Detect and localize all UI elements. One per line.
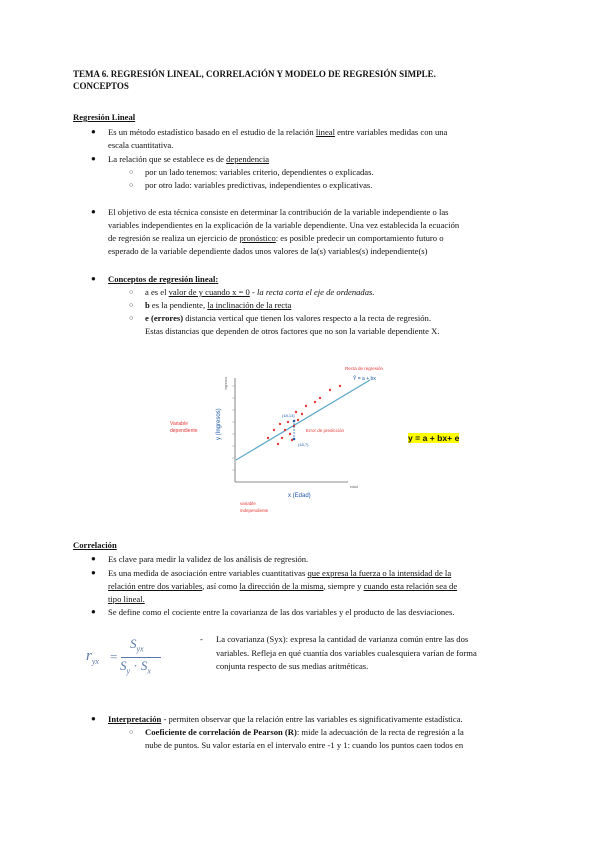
paragraph: tipo lineal. xyxy=(108,594,145,604)
paragraph: Es clave para medir la validez de los análisis de regresión. xyxy=(108,554,309,564)
paragraph: Coeficiente de correlación de Pearson (R): mide la adecuación de la recta de regresión a la xyxy=(145,727,464,737)
paragraph: Se define como el cociente entre la covarianza de las dos variables y el producto de las desviaciones. xyxy=(108,607,455,617)
paragraph: por un lado tenemos: variables criterio, dependientes o explicadas. xyxy=(145,167,374,177)
paragraph: e (errores) distancia vertical que tienen los valores respecto a la recta de regresión. xyxy=(145,313,432,323)
bullet-icon: ● xyxy=(91,714,96,723)
section-heading-correlacion: Correlación xyxy=(73,540,117,550)
paragraph: conjunta respecto de sus medias aritméticas. xyxy=(216,661,369,671)
paragraph: Es una medida de asociación entre variables cuantitativas que expresa la fuerza o la intensidad de la xyxy=(108,568,452,578)
circle-bullet-icon: ○ xyxy=(129,168,134,176)
paragraph: Interpretación - permiten observar que la relación entre las variables es significativamente estadística. xyxy=(108,714,463,724)
section-heading-conceptos: Conceptos de regresión lineal: xyxy=(108,274,219,284)
paragraph: El objetivo de esta técnica consiste en determinar la contribución de la variable independiente o las xyxy=(108,207,449,217)
paragraph: La relación que se establece es de dependencia xyxy=(108,154,270,164)
paragraph: de regresión se realiza un ejercicio de pronóstico: es posible predecir un comportamiento futuro o xyxy=(108,233,444,243)
paragraph: esperado de la variable dependiente dados unos valores de la(s) variables(s) independiente(s) xyxy=(108,246,428,256)
label-variable-independiente-2: independiente xyxy=(240,508,269,513)
page-title-line2: CONCEPTOS xyxy=(73,81,129,91)
label-y-small: ingresos xyxy=(224,376,228,390)
label-recta: Recta de regresión xyxy=(345,366,384,371)
paragraph: a es el valor de y cuando x = 0 - la recta corta el eje de ordenadas. xyxy=(145,287,375,297)
circle-bullet-icon: ○ xyxy=(129,728,134,736)
regression-line xyxy=(236,380,370,460)
paragraph: Es un método estadístico basado en el estudio de la relación lineal entre variables medidas con una xyxy=(108,127,448,137)
pearson-formula: $r_{yx}$ = $S_{yx}$ $S_y \cdot S_x$ xyxy=(86,636,166,678)
bullet-icon: ● xyxy=(91,607,96,616)
bullet-icon: ● xyxy=(91,274,96,283)
bullet-icon: ● xyxy=(91,154,96,163)
circle-bullet-icon: ○ xyxy=(129,314,134,322)
paragraph: escala cuantitativa. xyxy=(108,140,174,150)
section-heading-regresion: Regresión Lineal xyxy=(73,112,136,122)
label-error: Error de predicción xyxy=(306,428,345,433)
label-eq-small: Ŷ = a + bx xyxy=(353,376,376,382)
label-point-1: (18,13) xyxy=(282,413,295,418)
paragraph: nube de puntos. Su valor estaría en el intervalo entre -1 y 1: cuando los puntos caen todos en xyxy=(145,740,464,750)
circle-bullet-icon: ○ xyxy=(129,181,134,189)
bullet-icon: ● xyxy=(91,207,96,216)
bullet-icon: ● xyxy=(91,554,96,563)
circle-bullet-icon: ○ xyxy=(129,301,134,309)
paragraph: La covarianza (Syx): expresa la cantidad de varianza común entre las dos xyxy=(216,634,469,644)
regression-equation: y = a + bx+ e xyxy=(408,433,460,443)
paragraph: variables independientes en la explicación de la variable dependiente. Una vez establecida la ecuación xyxy=(108,220,460,230)
bullet-icon: ● xyxy=(91,127,96,136)
label-variable-dependiente-2: dependiente xyxy=(170,428,198,434)
label-variable-dependiente: Variable xyxy=(170,421,188,427)
label-point-2: (18,7) xyxy=(298,442,309,447)
paragraph: por otro lado: variables predictivas, independientes o explicativas. xyxy=(145,180,373,190)
label-x-axis: x (Edad) xyxy=(288,493,311,499)
label-variable-independiente: variable xyxy=(240,501,256,506)
paragraph: Estas distancias que dependen de otros factores que no son la variable dependiente X. xyxy=(145,326,440,336)
bullet-icon: ● xyxy=(91,568,96,577)
paragraph: b es la pendiente, la inclinación de la recta xyxy=(145,300,292,310)
label-y-axis: y (Ingresos) xyxy=(216,408,222,440)
dash-marker: - xyxy=(200,634,203,644)
paragraph: variables. Refleja en qué cuantía dos variables cualesquiera varían de forma xyxy=(216,648,477,658)
circle-bullet-icon: ○ xyxy=(129,288,134,296)
label-x-small: edad xyxy=(350,485,358,489)
page-title: TEMA 6. REGRESIÓN LINEAL, CORRELACIÓN Y MODELO DE REGRESIÓN SIMPLE. xyxy=(73,69,436,79)
paragraph: relación entre dos variables, así como la dirección de la misma, siempre y cuando esta relación sea de xyxy=(108,581,458,591)
